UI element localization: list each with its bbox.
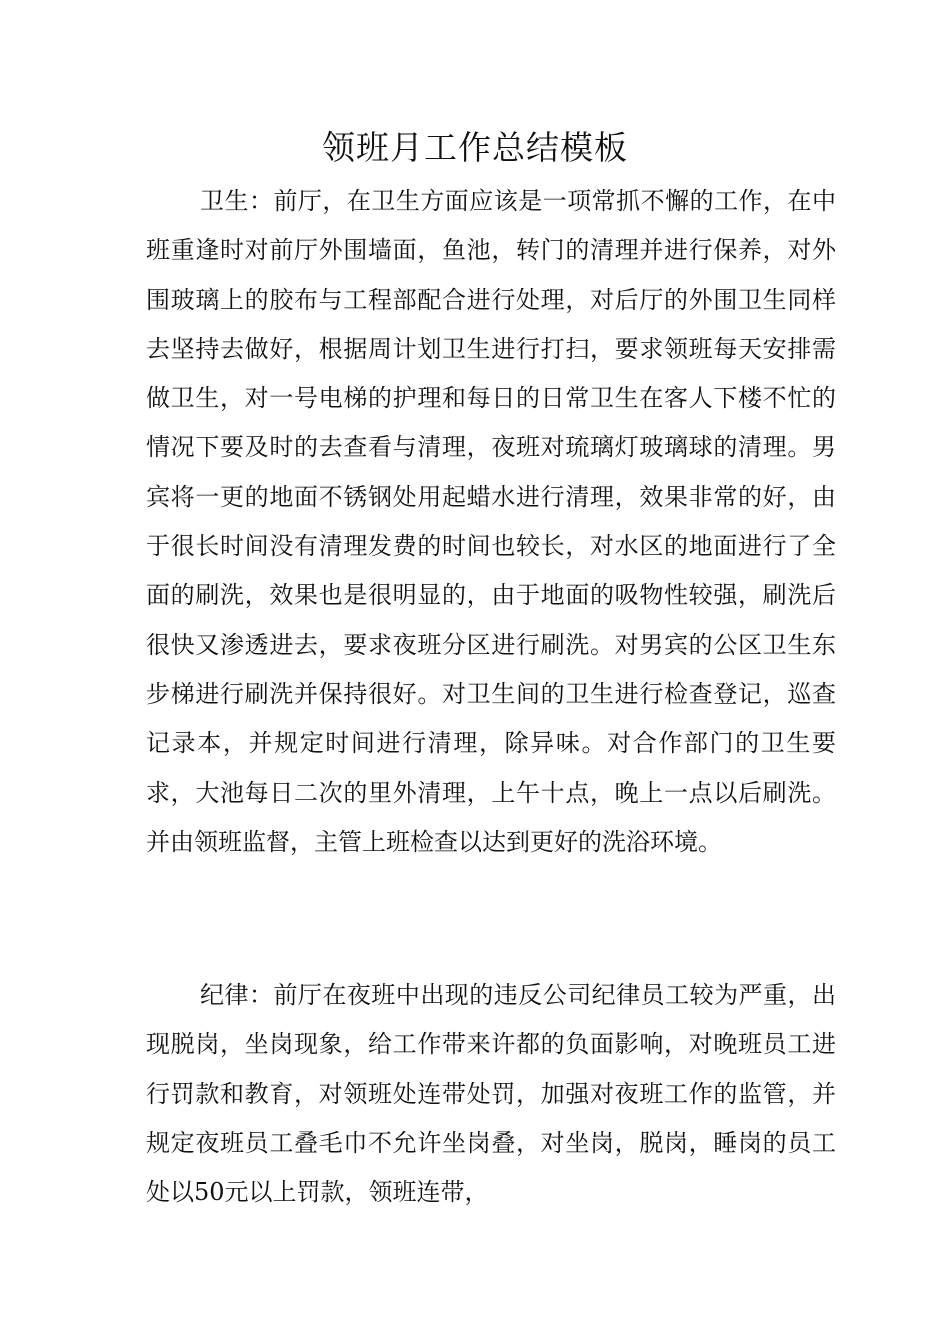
paragraph-hygiene: 卫生：前厅，在卫生方面应该是一项常抓不懈的工作，在中班重逢时对前厅外围墙面，鱼池，转门的清理并进行保养，对外围玻璃上的胶布与工程部配合进行处理，对后厅的外围卫生同样去坚持去做好，根据周计划卫生进行打扫，要求领班每天安排需做卫生，对一号电梯的护理和每日的日常卫生在客人下楼不忙的情况下要及时的去查看与清理，夜班对琉璃灯玻璃球的清理。男宾将一更的地面不锈钢处用起蜡水进行清理，效果非常的好，由于很长时间没有清理发费的时间也较长，对水区的地面进行了全面的刷洗，效果也是很明显的，由于地面的吸物性较强，刷洗后很快又渗透进去，要求夜班分区进行刷洗。对男宾的公区卫生东步梯进行刷洗并保持很好。对卫生间的卫生进行检查登记，巡查记录本，并规定时间进行清理，除异味。对合作部门的卫生要求，大池每日二次的里外清理，上午十点，晚上一点以后刷洗。并由领班监督，主管上班检查以达到更好的洗浴环境。 (146, 187, 836, 856)
paragraph-discipline: 纪律：前厅在夜班中出现的违反公司纪律员工较为严重，出现脱岗，坐岗现象，给工作带来许都的负面影响，对晚班员工进行罚款和教育，对领班处连带处罚，加强对夜班工作的监管，并规定夜班员工叠毛巾不允许坐岗叠，对坐岗，脱岗，睡岗的员工处以50元以上罚款，领班连带， (146, 981, 836, 1207)
document-title: 领班月工作总结模板 (322, 128, 628, 167)
